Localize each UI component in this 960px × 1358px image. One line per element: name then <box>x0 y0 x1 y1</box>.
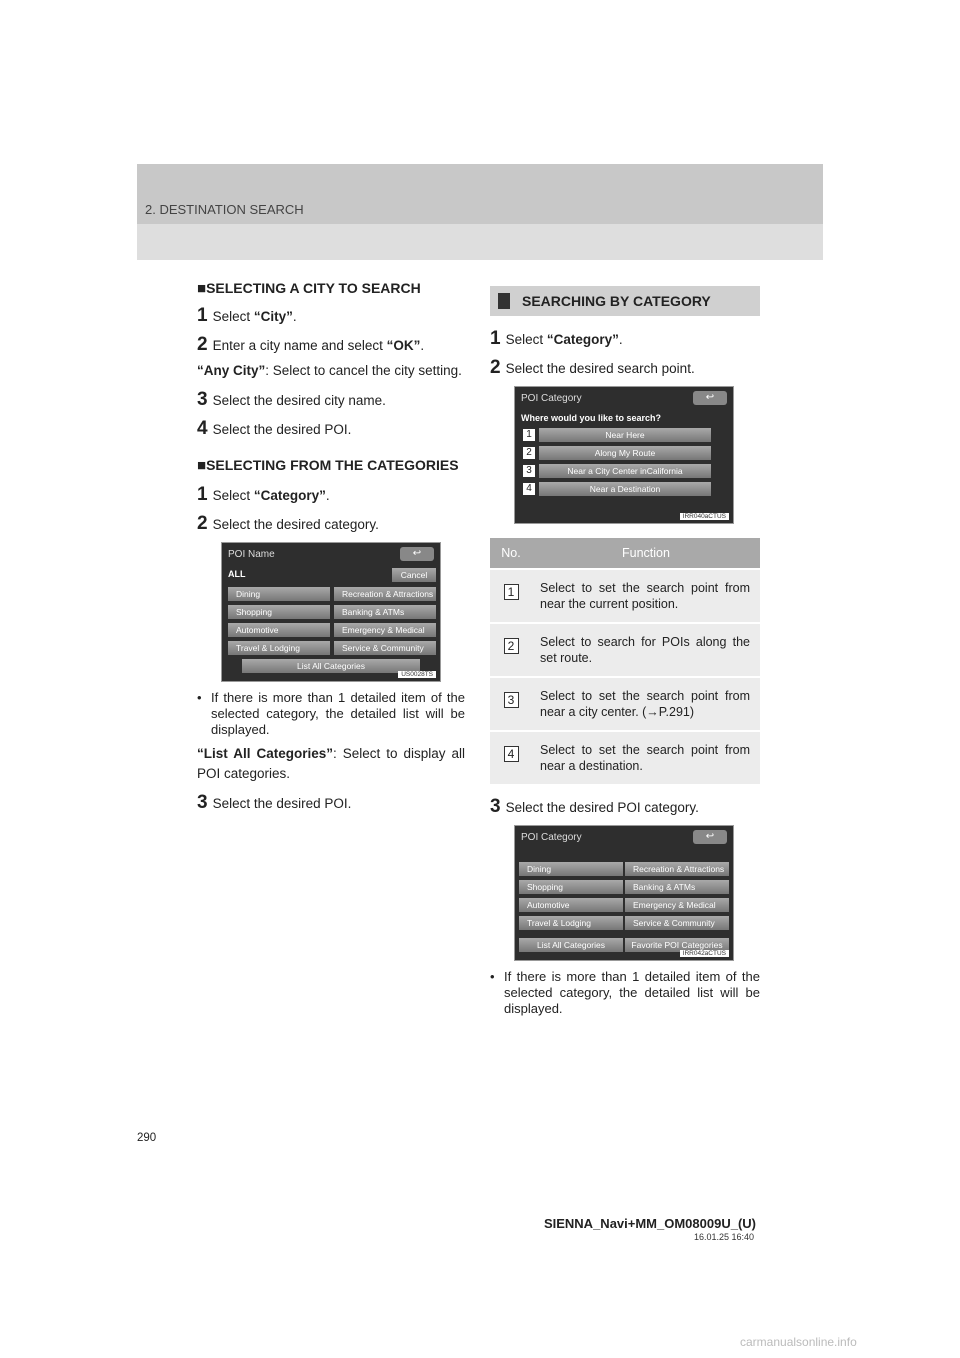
section-heading-categories: ■SELECTING FROM THE CATEGORIES <box>197 457 459 474</box>
section-heading-city: ■SELECTING A CITY TO SEARCH <box>197 280 421 297</box>
print-date: 16.01.25 16:40 <box>693 1232 754 1242</box>
section-title: 2. DESTINATION SEARCH <box>145 202 304 217</box>
row-function: Select to set the search point from near a city center. (→P.291) <box>532 677 760 731</box>
category-button-service[interactable]: Service & Community <box>625 916 729 930</box>
step-2-search: 2 Select the desired search point. <box>490 357 695 378</box>
row-function: Select to set the search point from near a destination. <box>532 731 760 784</box>
col-function-header: Function <box>532 538 760 569</box>
watermark: carmanualsonline.info <box>740 1335 857 1349</box>
back-icon[interactable]: ↩ <box>693 391 727 405</box>
screen-title: POI Category <box>521 393 582 404</box>
category-button-banking[interactable]: Banking & ATMs <box>334 605 436 619</box>
document-code: SIENNA_Navi+MM_OM08009U_(U) <box>543 1216 756 1231</box>
option-near-destination[interactable]: Near a Destination <box>539 482 711 496</box>
row-function: Select to set the search point from near the current position. <box>532 569 760 623</box>
table-row <box>490 569 760 623</box>
category-button-shopping[interactable]: Shopping <box>519 880 623 894</box>
bullet-detailed-list: • If there is more than 1 detailed item of the selected category, the detailed list will be displayed. <box>197 690 465 737</box>
option-near-here[interactable]: Near Here <box>539 428 711 442</box>
bullet-detailed-list: • If there is more than 1 detailed item of the selected category, the detailed list will be displayed. <box>490 969 760 1016</box>
figure-code: IRR040aCTUS <box>680 513 729 520</box>
category-button-recreation[interactable]: Recreation & Attractions <box>625 862 729 876</box>
option-near-city-center[interactable]: Near a City Center inCalifornia <box>539 464 711 478</box>
category-button-travel[interactable]: Travel & Lodging <box>519 916 623 930</box>
row-number: 4 <box>504 746 519 762</box>
table-header-row <box>490 538 760 569</box>
step-1-search: 1 Select “Category”. <box>490 328 623 349</box>
category-button-service[interactable]: Service & Community <box>334 641 436 655</box>
search-question: Where would you like to search? <box>521 413 662 423</box>
col-no-header: No. <box>490 538 532 569</box>
table-row <box>490 677 760 731</box>
step-2-city: 2 Enter a city name and select “OK”. <box>197 334 425 355</box>
category-button-automotive[interactable]: Automotive <box>519 898 623 912</box>
category-button-emergency[interactable]: Emergency & Medical <box>625 898 729 912</box>
list-all-categories-button[interactable]: List All Categories <box>242 659 420 673</box>
favorite-poi-categories-button[interactable]: Favorite POI Categories <box>625 938 729 952</box>
row-number: 1 <box>504 584 519 600</box>
any-city-note: “Any City”: Select to cancel the city setting. <box>197 363 462 378</box>
row-number: 3 <box>504 692 519 708</box>
option-number-4: 4 <box>523 483 535 495</box>
category-button-travel[interactable]: Travel & Lodging <box>228 641 330 655</box>
section-heading-search-by-category: SEARCHING BY CATEGORY <box>490 286 760 316</box>
figure-code: US0028TS <box>398 671 436 678</box>
function-table <box>490 538 760 784</box>
category-button-banking[interactable]: Banking & ATMs <box>625 880 729 894</box>
all-label: ALL <box>228 569 246 579</box>
category-button-emergency[interactable]: Emergency & Medical <box>334 623 436 637</box>
list-all-note: “List All Categories”: Select to display all POI categories. <box>197 746 465 781</box>
row-number: 2 <box>504 638 519 654</box>
screen-title: POI Name <box>228 549 275 560</box>
category-button-recreation[interactable]: Recreation & Attractions <box>334 587 436 601</box>
right-column <box>490 286 760 1023</box>
left-column <box>197 280 465 819</box>
back-icon[interactable]: ↩ <box>400 547 434 561</box>
table-row <box>490 731 760 784</box>
header-band <box>137 164 823 224</box>
option-number-3: 3 <box>523 465 535 477</box>
page-number: 290 <box>137 1132 157 1144</box>
option-along-my-route[interactable]: Along My Route <box>539 446 711 460</box>
step-1-category: 1 Select “Category”. <box>197 484 330 505</box>
step-3-city: 3 Select the desired city name. <box>197 389 386 410</box>
category-button-shopping[interactable]: Shopping <box>228 605 330 619</box>
poi-name-screen <box>221 542 441 682</box>
category-button-dining[interactable]: Dining <box>228 587 330 601</box>
step-4-city: 4 Select the desired POI. <box>197 418 352 439</box>
step-1-city: 1 Select “City”. <box>197 305 297 326</box>
option-number-2: 2 <box>523 447 535 459</box>
page-header <box>137 164 823 260</box>
step-2-category: 2 Select the desired category. <box>197 513 379 534</box>
screen-title: POI Category <box>521 832 582 843</box>
figure-code: IRR042aCTUS <box>680 950 729 957</box>
row-function: Select to search for POIs along the set route. <box>532 623 760 677</box>
list-all-categories-button[interactable]: List All Categories <box>519 938 623 952</box>
step-3-search: 3 Select the desired POI category. <box>490 796 699 817</box>
option-number-1: 1 <box>523 429 535 441</box>
category-button-automotive[interactable]: Automotive <box>228 623 330 637</box>
poi-category-list-screen <box>514 825 734 961</box>
back-icon[interactable]: ↩ <box>693 830 727 844</box>
table-row <box>490 623 760 677</box>
category-button-dining[interactable]: Dining <box>519 862 623 876</box>
poi-category-search-screen <box>514 386 734 524</box>
cancel-button[interactable]: Cancel <box>392 568 436 582</box>
step-3-category: 3 Select the desired POI. <box>197 792 352 813</box>
